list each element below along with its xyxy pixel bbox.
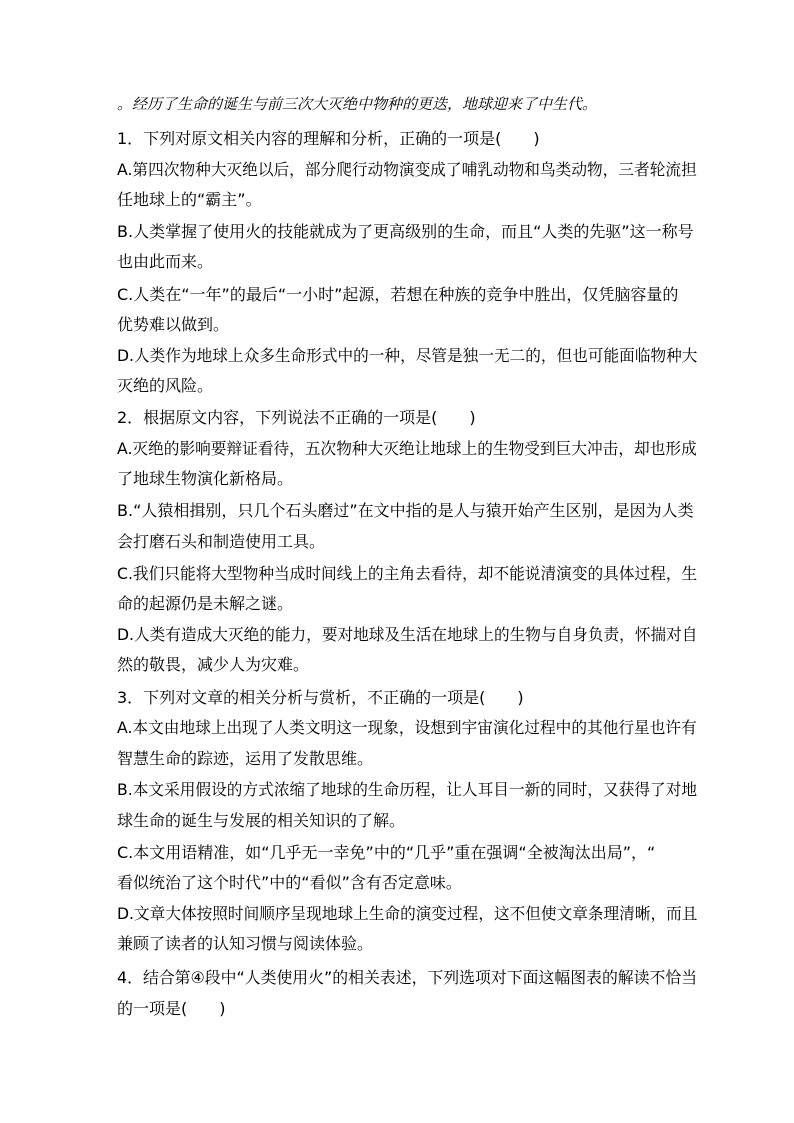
text-line: 任地球上的“霸主”。 [117,190,262,209]
question-3-stem: 3．下列对文章的相关分析与赏析，不正确的一项是( ) [117,688,524,707]
text-line: B.人类掌握了使用火的技能就成为了更高级别的生命，而且“人类的先驱”这一称号 [117,222,694,241]
text-line: A.本文由地球上出现了人类文明这一现象，设想到宇宙演化过程中的其他行星也许有 [117,718,697,737]
text-line: 也由此而来。 [117,252,214,271]
text-line: 的一项是( ) [117,999,226,1018]
text-line: 。经历了生命的诞生与前三次大灭绝中物种的更迭，地球迎来了中生代。 [117,95,598,113]
text-line: B.“人猿相揖别，只几个石头磨过”在文中指的是人与猿开始产生区别，是因为人类 [117,501,694,520]
text-line: A.第四次物种大灭绝以后，部分爬行动物演变成了哺乳动物和鸟类动物，三者轮流担 [117,160,697,179]
text-line: 命的起源仍是未解之谜。 [117,594,294,613]
text-line: 了地球生物演化新格局。 [117,469,294,488]
question-2-stem: 2．根据原文内容，下列说法不正确的一项是( ) [117,408,476,427]
text-line: 优势难以做到。 [117,315,230,334]
text-line: C.本文用语精准，如“几乎无一幸免”中的“几乎”重在强调“全被淘汰出局”，“ [117,843,656,862]
text-line: C.人类在“一年”的最后“一小时”起源，若想在种族的竞争中胜出，仅凭脑容量的 [117,285,679,304]
text-line: D.人类有造成大灭绝的能力，要对地球及生活在地球上的生物与自身负责，怀揣对自 [117,625,698,644]
text-line: 会打磨石头和制造使用工具。 [117,532,326,551]
text-line: 灭绝的风险。 [117,376,214,395]
text-line: D.人类作为地球上众多生命形式中的一种，尽管是独一无二的，但也可能面临物种大 [117,346,698,365]
text-line: 看似统治了这个时代”中的“看似”含有否定意味。 [117,873,462,892]
text-line: A.灭绝的影响要辩证看待，五次物种大灭绝让地球上的生物受到巨大冲击，却也形成 [117,439,697,458]
text-line: C.我们只能将大型物种当成时间线上的主角去看待，却不能说清演变的具体过程，生 [117,564,698,583]
question-1-stem: 1．下列对原文相关内容的理解和分析，正确的一项是( ) [117,129,540,148]
question-4-stem: 4．结合第④段中“人类使用火”的相关表述，下列选项对下面这幅图表的解读不恰当 [117,968,698,987]
text-line: 兼顾了读者的认知习惯与阅读体验。 [117,934,374,953]
text-line: 智慧生命的踪迹，运用了发散思维。 [117,749,374,768]
text-line: B.本文采用假设的方式浓缩了地球的生命历程，让人耳目一新的同时，又获得了对地 [117,780,698,799]
text-line: 球生命的诞生与发展的相关知识的了解。 [117,811,406,830]
text-line: 然的敬畏，减少人为灾难。 [117,655,310,674]
text-line: D.文章大体按照时间顺序呈现地球上生命的演变过程，这不但使文章条理清晰，而且 [117,904,698,923]
